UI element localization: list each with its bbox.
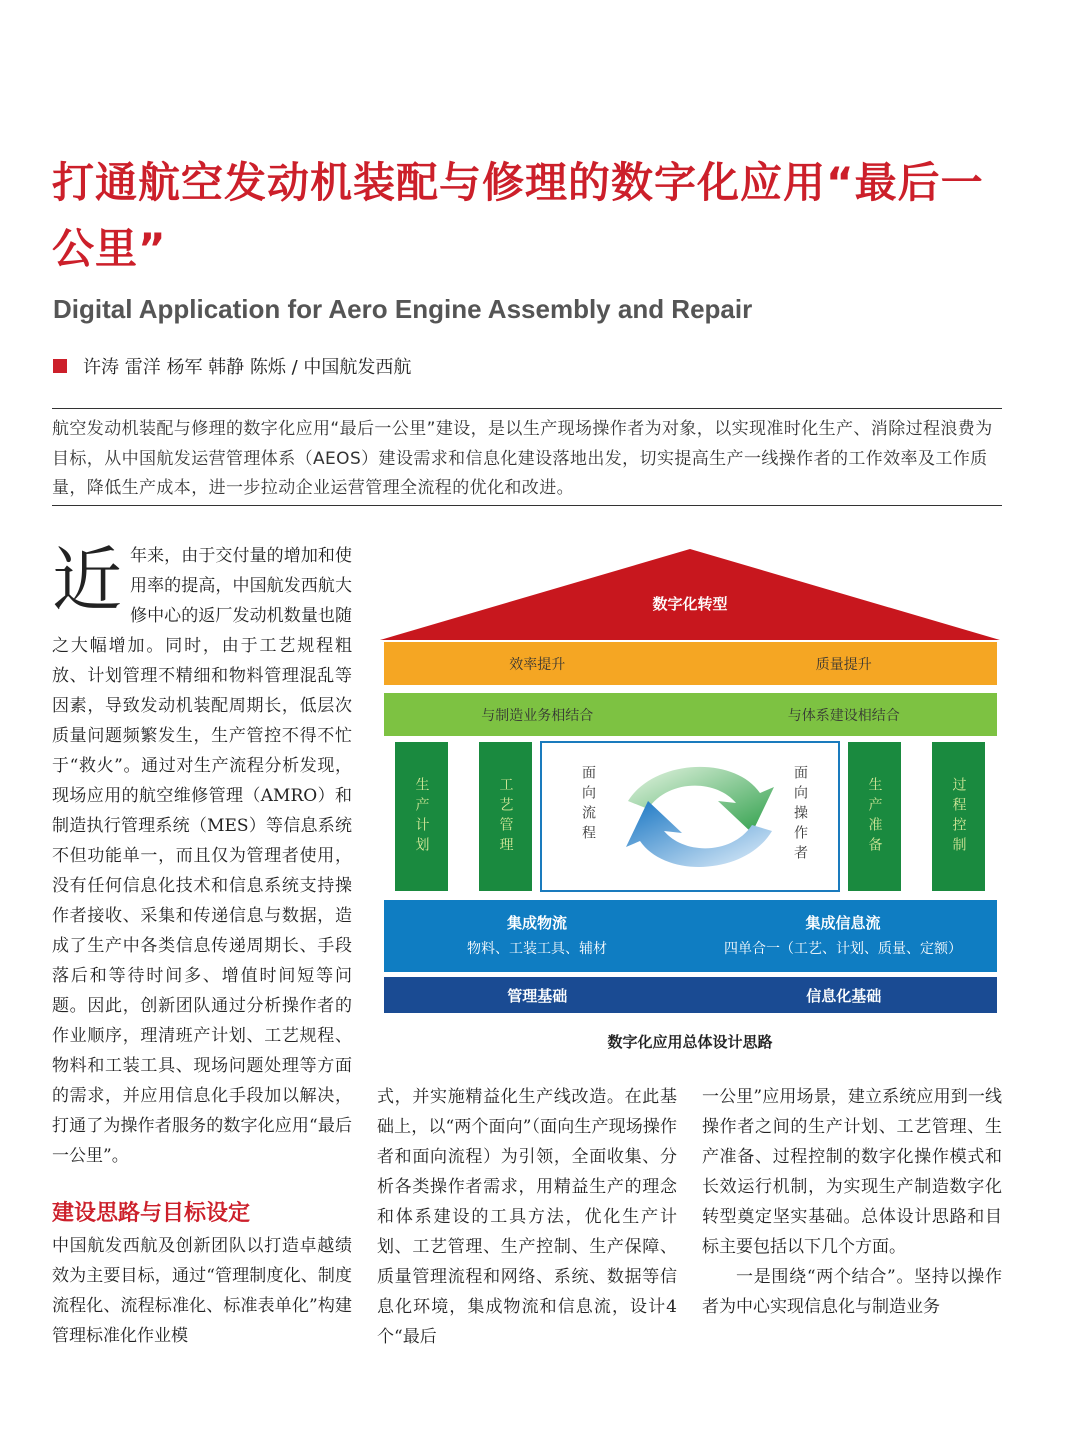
column-3-para-2: 一是围绕“两个结合”。坚持以操作者为中心实现信息化与制造业务 xyxy=(702,1267,1002,1317)
integration-band xyxy=(384,693,997,736)
drop-cap: 近 xyxy=(52,539,122,621)
info-flow-subtitle: 四单合一（工艺、计划、质量、定额） xyxy=(724,941,962,957)
column-1 xyxy=(52,541,352,1351)
design-diagram xyxy=(380,545,1000,1015)
section-heading: 建设思路与目标设定 xyxy=(52,1201,251,1226)
abstract-text: 航空发动机装配与修理的数字化应用“最后一公里”建设，是以生产现场操作者为对象，以实现准时化生产、消除过程浪费为目标，从中国航发运营管理体系（AEOS）建设需求和信息化建设落地出发，切实提高生产一线操作者的工作效率及工作质量，降低生产成本，进一步拉动企业运营管理全流程的优化和改进。 xyxy=(52,419,993,498)
pillar-process-management: 工艺管理 xyxy=(479,742,532,891)
integration-business: 与制造业务相结合 xyxy=(481,707,594,724)
column-2-text: 式，并实施精益化生产线改造。在此基础上，以“两个面向”（面向生产现场操作者和面向流程）为引领，全面收集、分析各类操作者需求，用精益生产的理念和体系建设的工具方法，优化生产计划、工艺管理、生产控制、生产保障、质量管理流程和网络、系统、数据等信息化环境，集成物流和信息流，设计4个“最后 xyxy=(377,1087,677,1347)
cycle-arrows-icon xyxy=(614,757,786,877)
info-flow-block xyxy=(690,912,996,964)
intro-text: 年来，由于交付量的增加和使用率的提高，中国航发西航大修中心的返厂发动机数量也随之大幅增加。同时，由于工艺规程粗放、计划管理不精细和物料管理混乱等因素，导致发动机装配周期长，低层次质量问题频繁发生，生产管控不得不忙于“救火”。通过对生产流程分析发现，现场应用的航空维修管理（AMRO）和制造执行管理系统（MES）等信息系统不但功能单一，而且仅为管理者使用，没有任何信息化技术和信息系统支持操作者接收、采集和传递信息与数据，造成了生产中各类信息传递周期长、手段落后和等待时间多、增值时间短等问题。因此，创新团队通过分析操作者的作业顺序，理清班产计划、工艺规程、物料和工装工具、现场问题处理等方面的需求，并应用信息化手段加以解决，打通了为操作者服务的数字化应用“最后一公里”。 xyxy=(52,546,352,1166)
pillar-production-prep: 生产准备 xyxy=(848,742,901,891)
benefit-quality: 质量提升 xyxy=(815,656,872,673)
pillar-process-control: 过程控制 xyxy=(932,742,985,891)
foundation-band xyxy=(384,977,997,1013)
article-subtitle: Digital Application for Aero Engine Assembly and Repair xyxy=(53,294,753,324)
foundation-it: 信息化基础 xyxy=(806,986,882,1005)
logistics-subtitle: 物料、工装工具、辅材 xyxy=(467,941,607,957)
intro-paragraph xyxy=(52,541,352,1171)
logistics-block xyxy=(384,912,690,964)
center-panel xyxy=(540,741,840,892)
benefit-efficiency: 效率提升 xyxy=(509,656,566,673)
logistics-title: 集成物流 xyxy=(506,914,567,932)
foundation-management: 管理基础 xyxy=(507,986,568,1005)
section-paragraph: 中国航发西航及创新团队以打造卓越绩效为主要目标，通过“管理制度化、制度流程化、流程标准化、标准表单化”构建管理标准化作业模 xyxy=(52,1236,352,1346)
authors-text: 许涛 雷洋 杨军 韩静 陈烁 / 中国航发西航 xyxy=(83,357,412,378)
column-3-para-1: 一公里”应用场景，建立系统应用到一线操作者之间的生产计划、工艺管理、生产准备、过程控制的数字化操作模式和长效运行机制，为实现生产制造数字化转型奠定坚实基础。总体设计思路和目标主要包括以下几个方面。 xyxy=(702,1087,1002,1257)
roof-label: 数字化转型 xyxy=(652,595,728,613)
red-square-icon xyxy=(53,359,67,373)
abstract-box xyxy=(52,408,1002,506)
article-title: 打通航空发动机装配与修理的数字化应用“最后一公里” xyxy=(52,158,984,273)
column-2 xyxy=(377,1082,677,1352)
benefit-band xyxy=(384,642,997,685)
integration-system: 与体系建设相结合 xyxy=(787,707,900,724)
pillar-production-plan: 生产计划 xyxy=(395,742,448,891)
diagram-caption: 数字化应用总体设计思路 xyxy=(607,1033,773,1051)
integration-flow-band xyxy=(384,900,997,972)
author-line xyxy=(53,353,411,379)
column-3 xyxy=(702,1082,1002,1322)
center-left-label: 面向流程 xyxy=(580,765,596,845)
info-flow-title: 集成信息流 xyxy=(805,914,881,932)
center-right-label: 面向操作者 xyxy=(792,765,808,865)
